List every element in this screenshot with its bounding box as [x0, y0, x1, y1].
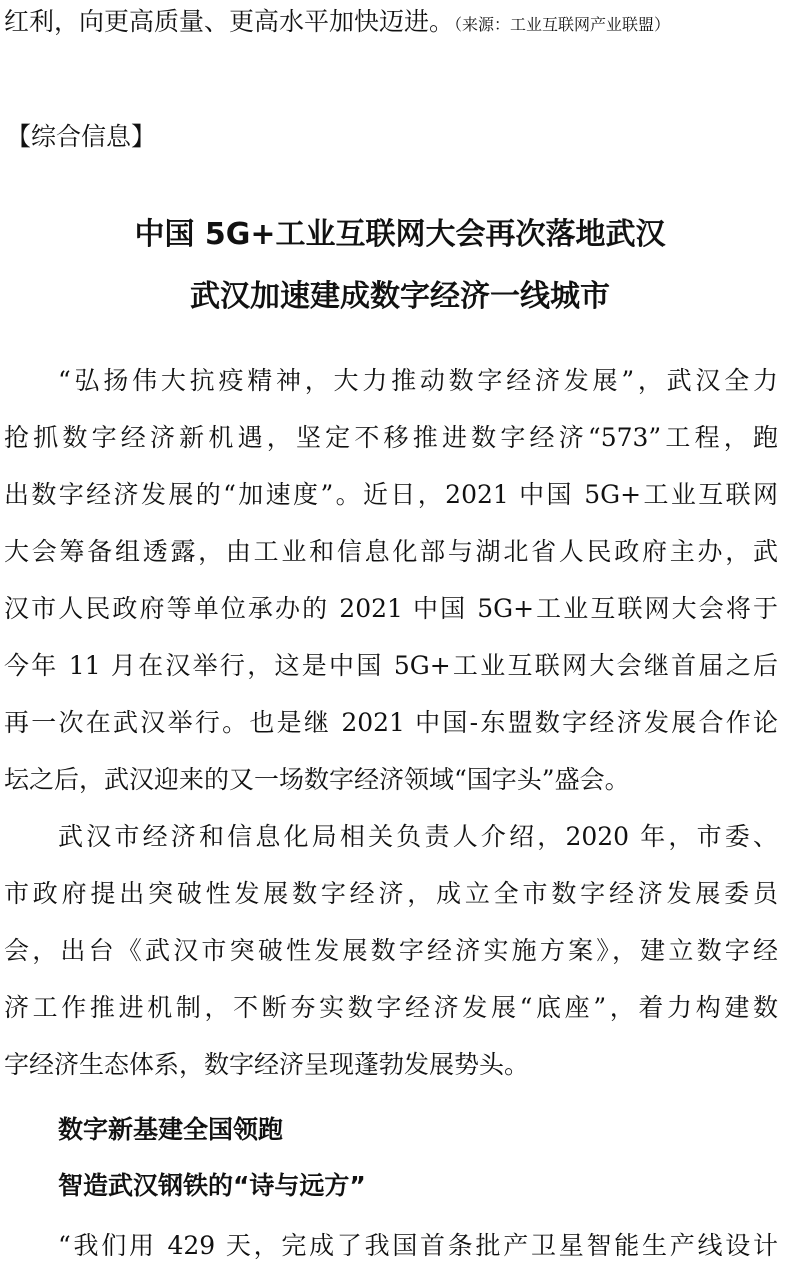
subheading-1: 数字新基建全国领跑 — [58, 1115, 284, 1144]
paragraph-line-last: 字经济生态体系，数字经济呈现蓬勃发展势头。 — [4, 1050, 530, 1079]
paragraph-line: 会，出台《武汉市突破性发展数字经济实施方案》，建立数字经 — [4, 936, 778, 965]
subheading-2: 智造武汉钢铁的“诗与远方” — [58, 1171, 366, 1200]
paragraph-line-last: 坛之后，武汉迎来的又一场数字经济领域“国字头”盛会。 — [4, 765, 630, 794]
paragraph-line: 武汉市经济和信息化局相关负责人介绍，2020 年，市委、 — [58, 822, 778, 851]
article-title-line-2: 武汉加速建成数字经济一线城市 — [190, 279, 610, 314]
paragraph-line: 抢抓数字经济新机遇，坚定不移推进数字经济“573”工程，跑 — [4, 423, 778, 452]
section-tag: 【综合信息】 — [6, 122, 157, 151]
article-title-line-1: 中国 5G+工业互联网大会再次落地武汉 — [134, 217, 666, 252]
paragraph-line: 再一次在武汉举行。也是继 2021 中国-东盟数字经济发展合作论 — [4, 708, 778, 737]
paragraph-line: 出数字经济发展的“加速度”。近日，2021 中国 5G+工业互联网 — [4, 480, 778, 509]
top-text: 红利，向更高质量、更高水平加快迈进。 — [4, 7, 455, 36]
paragraph-line: “弘扬伟大抗疫精神，大力推动数字经济发展”，武汉全力 — [58, 366, 778, 395]
paragraph-line: 大会筹备组透露，由工业和信息化部与湖北省人民政府主办，武 — [4, 537, 778, 566]
paragraph-line: 市政府提出突破性发展数字经济，成立全市数字经济发展委员 — [4, 879, 778, 908]
paragraph-line: 今年 11 月在汉举行，这是中国 5G+工业互联网大会继首届之后 — [4, 651, 778, 680]
paragraph-line: “我们用 429 天，完成了我国首条批产卫星智能生产线设计 — [58, 1231, 778, 1260]
paragraph-line: 济工作推进机制，不断夯实数字经济发展“底座”，着力构建数 — [4, 993, 778, 1022]
source-note: （来源：工业互联网产业联盟） — [454, 15, 671, 34]
top-continuation-line — [4, 2, 800, 42]
paragraph-line: 汉市人民政府等单位承办的 2021 中国 5G+工业互联网大会将于 — [4, 594, 778, 623]
